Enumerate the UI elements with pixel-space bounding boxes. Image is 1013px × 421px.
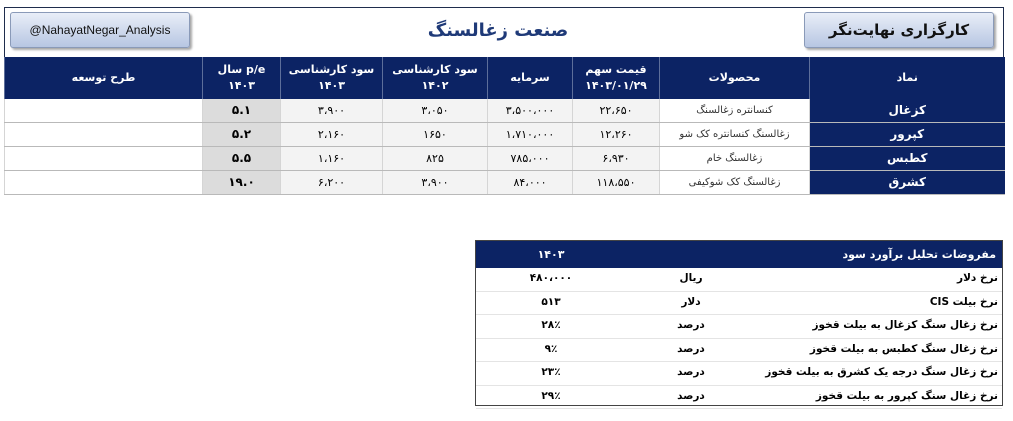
col-products: محصولات bbox=[660, 57, 810, 99]
assumption-row bbox=[476, 292, 1002, 316]
col-pe: p/e سال ۱۴۰۳ bbox=[203, 57, 281, 99]
col-profit-1402: سود کارشناسی ۱۴۰۲ bbox=[383, 57, 488, 99]
assumption-row bbox=[476, 339, 1002, 363]
cell-capital: ۳،۵۰۰،۰۰۰ bbox=[488, 99, 573, 122]
cell-profit-1402: ۸۲۵ bbox=[383, 146, 488, 170]
assumption-label: نرخ زغال سنگ کطبس به بیلت قخوز bbox=[809, 342, 998, 355]
cell-product: زغالسنگ خام bbox=[660, 146, 810, 170]
social-handle-button[interactable]: @NahayatNegar_Analysis bbox=[10, 12, 190, 48]
col-price: قیمت سهم ۱۴۰۳/۰۱/۲۹ bbox=[573, 57, 660, 99]
col-profit-1403: سود کارشناسی ۱۴۰۳ bbox=[281, 57, 383, 99]
cell-price: ۶،۹۳۰ bbox=[573, 146, 660, 170]
cell-symbol: کپرور bbox=[810, 122, 1005, 146]
assumption-value: ۲۹٪ bbox=[541, 389, 561, 402]
cell-capital: ۸۴،۰۰۰ bbox=[488, 170, 573, 194]
cell-profit-1402: ۳،۹۰۰ bbox=[383, 170, 488, 194]
assumption-unit: ریال bbox=[679, 272, 703, 284]
cell-plan bbox=[5, 170, 203, 194]
cell-profit-1403: ۱،۱۶۰ bbox=[281, 146, 383, 170]
cell-capital: ۱،۷۱۰،۰۰۰ bbox=[488, 122, 573, 146]
page-title: صنعت زغالسنگ bbox=[427, 19, 569, 41]
cell-product: زغالسنگ کک شوکیفی bbox=[660, 170, 810, 194]
cell-price: ۱۲،۲۶۰ bbox=[573, 122, 660, 146]
assumptions-header bbox=[476, 241, 1002, 268]
brokerage-brand-button[interactable]: کارگزاری نهایت‌نگر bbox=[804, 12, 994, 48]
assumption-label: نرخ زغال سنگ کپرور به بیلت قخوز bbox=[815, 389, 998, 402]
cell-pe: ۵.۵ bbox=[203, 146, 281, 170]
cell-plan bbox=[5, 146, 203, 170]
table-row bbox=[5, 122, 1005, 146]
assumption-unit: دلار bbox=[681, 295, 701, 308]
col-plan: طرح توسعه bbox=[5, 57, 203, 99]
table-row bbox=[5, 99, 1005, 122]
table-header-row bbox=[5, 57, 1005, 99]
cell-symbol: کزغال bbox=[810, 99, 1005, 122]
col-symbol: نماد bbox=[810, 57, 1005, 99]
cell-price: ۲۲،۶۵۰ bbox=[573, 99, 660, 122]
cell-pe: ۱۹.۰ bbox=[203, 170, 281, 194]
industry-table bbox=[4, 57, 1005, 195]
assumption-value: ۲۳٪ bbox=[541, 366, 561, 378]
cell-symbol: کشرق bbox=[810, 170, 1005, 194]
col-capital: سرمایه bbox=[488, 57, 573, 99]
assumption-unit: درصد bbox=[677, 366, 705, 378]
table-row bbox=[5, 146, 1005, 170]
assumption-row bbox=[476, 386, 1002, 410]
cell-plan bbox=[5, 122, 203, 146]
cell-product: کنسانتره زغالسنگ bbox=[660, 99, 810, 122]
assumption-row bbox=[476, 268, 1002, 292]
assumption-label: نرخ زغال سنگ درجه یک کشرق به بیلت قخوز bbox=[765, 366, 998, 378]
assumption-unit: درصد bbox=[677, 342, 705, 355]
assumptions-panel bbox=[475, 240, 1003, 406]
cell-profit-1402: ۱۶۵۰ bbox=[383, 122, 488, 146]
assumption-row bbox=[476, 362, 1002, 386]
assumption-value: ۲۸٪ bbox=[541, 319, 561, 331]
cell-profit-1403: ۲،۱۶۰ bbox=[281, 122, 383, 146]
assumption-value: ۵۱۳ bbox=[541, 295, 561, 308]
assumption-unit: درصد bbox=[677, 389, 705, 402]
cell-profit-1403: ۳،۹۰۰ bbox=[281, 99, 383, 122]
cell-product: زغالسنگ کنسانتره کک شو bbox=[660, 122, 810, 146]
assumption-value: ۹٪ bbox=[544, 342, 558, 355]
cell-profit-1403: ۶،۲۰۰ bbox=[281, 170, 383, 194]
assumption-label: نرخ دلار bbox=[957, 272, 998, 284]
table-row bbox=[5, 170, 1005, 194]
cell-price: ۱۱۸،۵۵۰ bbox=[573, 170, 660, 194]
assumption-label: نرخ بیلت CIS bbox=[929, 295, 998, 308]
cell-capital: ۷۸۵،۰۰۰ bbox=[488, 146, 573, 170]
cell-symbol: کطبس bbox=[810, 146, 1005, 170]
cell-pe: ۵.۲ bbox=[203, 122, 281, 146]
cell-pe: ۵.۱ bbox=[203, 99, 281, 122]
assumption-label: نرخ زغال سنگ کزغال به بیلت قخوز bbox=[812, 319, 998, 331]
cell-profit-1402: ۳،۰۵۰ bbox=[383, 99, 488, 122]
cell-plan bbox=[5, 99, 203, 122]
assumptions-year: ۱۴۰۳ bbox=[537, 248, 565, 261]
assumption-unit: درصد bbox=[677, 319, 705, 331]
assumption-value: ۴۸۰،۰۰۰ bbox=[529, 272, 573, 284]
assumptions-title: مفروضات تحلیل برآورد سود bbox=[842, 248, 996, 261]
assumption-row bbox=[476, 315, 1002, 339]
